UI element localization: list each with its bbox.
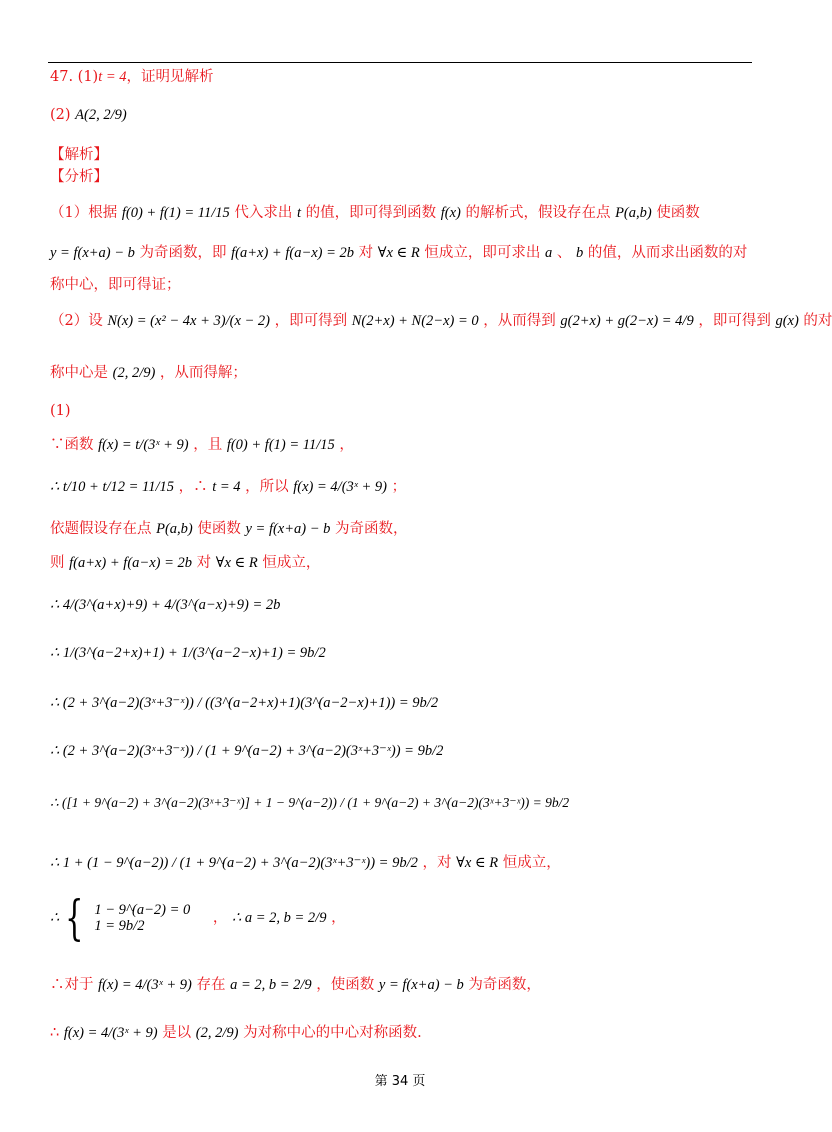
system-brace: {: [65, 890, 84, 946]
solution-line-4: 则 f(a+x) + f(a−x) = 2b 对 ∀x ∈ R 恒成立，: [50, 555, 321, 571]
question-number: 47.: [50, 69, 74, 85]
equation-3: ∴ (2 + 3^(a−2)(3ˣ+3⁻ˣ)) / ((3^(a−2+x)+1)(3^(a−2−x)+1)) = 9b/2: [50, 695, 439, 711]
equation-4: ∴ (2 + 3^(a−2)(3ˣ+3⁻ˣ)) / (1 + 9^(a−2) + 3^(a−2)(3ˣ+3⁻ˣ)) = 9b/2: [50, 743, 444, 759]
equation-1: ∴ 4/(3^(a+x)+9) + 4/(3^(a−x)+9) = 2b: [50, 597, 281, 613]
answer-part1: 47. (1)t = 4，证明见解析: [50, 69, 214, 85]
analysis-line-5: 称中心是 (2, 2/9) ，从而得解；: [50, 365, 247, 381]
solution-line-2: ∴ t/10 + t/12 = 11/15 ，∴ t = 4 ，所以 f(x) = 4/(3ˣ + 9) ；: [50, 479, 407, 495]
page-number: 第 34 页: [374, 1074, 426, 1089]
solution-part1-label: (1): [50, 403, 71, 419]
equation-system: 1 − 9^(a−2) = 0 1 = 9b/2: [94, 901, 191, 934]
analysis-line-3: 称中心，即可得证；: [50, 277, 181, 293]
section-fenxi: 【分析】: [50, 169, 108, 185]
conclusion-line-2: ∴ f(x) = 4/(3ˣ + 9) 是以 (2, 2/9) 为对称中心的中心对称函数.: [50, 1025, 422, 1041]
top-rule: [48, 62, 752, 63]
section-jiexi: 【解析】: [50, 147, 108, 163]
answer-part2: (2) A(2, 2/9): [50, 107, 127, 123]
analysis-line-2: y = f(x+a) − b 为奇函数，即 f(a+x) + f(a−x) = 2b 对 ∀x ∈ R 恒成立，即可求出 a 、 b 的值，从而求出函数的对: [50, 245, 748, 261]
equation-2: ∴ 1/(3^(a−2+x)+1) + 1/(3^(a−2−x)+1) = 9b/2: [50, 645, 326, 661]
analysis-line-4: （2）设 N(x) = (x² − 4x + 3)/(x − 2) ，即可得到 N(2+x) + N(2−x) = 0 ，从而得到 g(2+x) + g(2−x) = 4/9 ，即可得到 g(x) 的对: [50, 313, 832, 329]
solution-line-1: ∵函数 f(x) = t/(3ˣ + 9) ，且 f(0) + f(1) = 11/15 ，: [50, 437, 354, 453]
equation-7: ∴ { 1 − 9^(a−2) = 0 1 = 9b/2 ， ∴ a = 2, b = 2/9 ，: [50, 890, 346, 946]
conclusion-line-1: ∴对于 f(x) = 4/(3ˣ + 9) 存在 a = 2, b = 2/9 ，使函数 y = f(x+a) − b 为奇函数，: [50, 977, 541, 993]
answer-part2-math: A(2, 2/9): [75, 107, 127, 123]
solution-line-3: 依题假设存在点 P(a,b) 使函数 y = f(x+a) − b 为奇函数，: [50, 521, 408, 537]
equation-6: ∴ 1 + (1 − 9^(a−2)) / (1 + 9^(a−2) + 3^(a−2)(3ˣ+3⁻ˣ)) = 9b/2 ，对 ∀x ∈ R 恒成立，: [50, 855, 561, 871]
equation-5: ∴ ([1 + 9^(a−2) + 3^(a−2)(3ˣ+3⁻ˣ)] + 1 − 9^(a−2)) / (1 + 9^(a−2) + 3^(a−2)(3ˣ+3⁻ˣ)) = 9b/2: [50, 795, 570, 810]
analysis-line-1: （1）根据 f(0) + f(1) = 11/15 代入求出 t 的值，即可得到函数 f(x) 的解析式，假设存在点 P(a,b) 使函数: [50, 205, 700, 221]
